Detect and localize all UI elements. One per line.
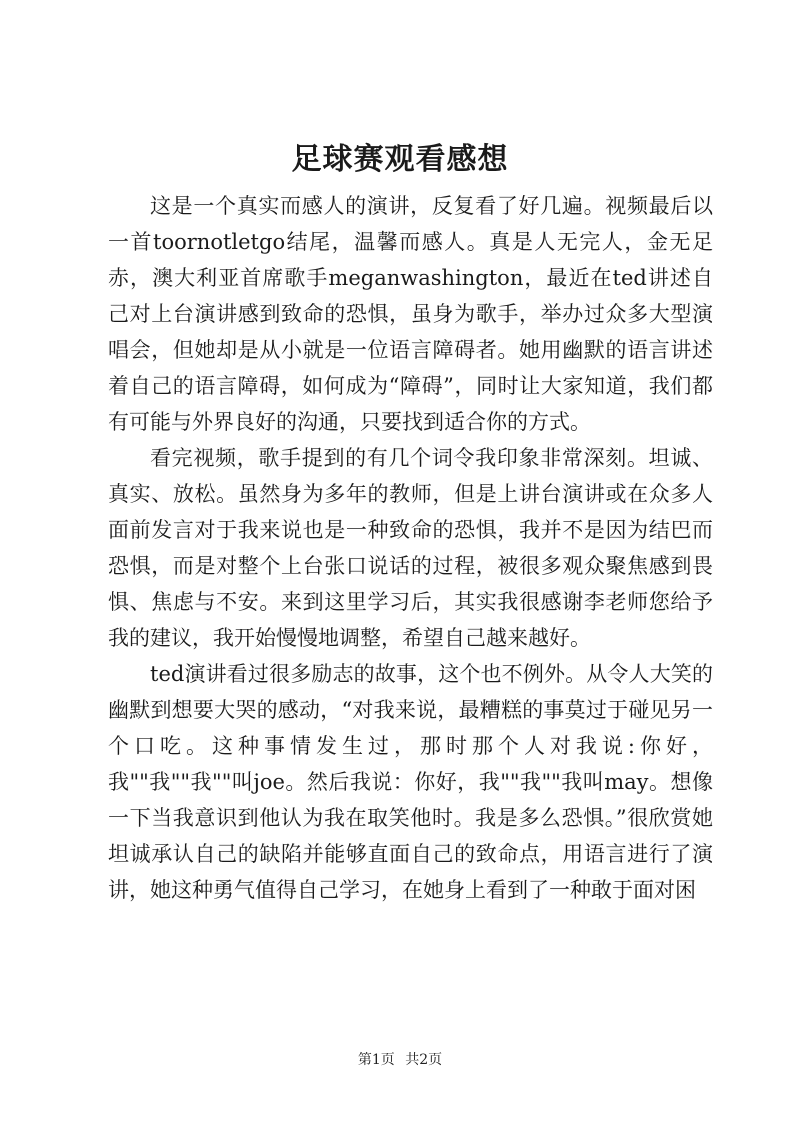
paragraph-3: ted演讲看过很多励志的故事，这个也不例外。从令人大笑的幽默到想要大哭的感动，“对我来说，最糟糕的事莫过于碰见另一个口吃。这种事情发生过，那时那个人对我说:你好，我""我""我""叫joe。然后我说：你好，我""我""我叫may。想像一下当我意识到他认为我在取笑他时。我是多么恐惧。”很欣赏她坦诚承认自己的缺陷并能够直面自己的致命点，用语言进行了演讲，她这种勇气值得自己学习，在她身上看到了一种敢于面对困 xyxy=(108,662,713,902)
page-number: 第1页 xyxy=(357,1052,395,1068)
document-title: 足球赛观看感想 xyxy=(291,142,509,177)
paragraph-1: 这是一个真实而感人的演讲，反复看了好几遍。视频最后以一首toornotletgo结尾，温馨而感人。真是人无完人，金无足赤，澳大利亚首席歌手meganwashington，最近在ted讲述自己对上台演讲感到致命的恐惧，虽身为歌手，举办过众多大型演唱会，但她却是从小就是一位语言障碍者。她用幽默的语言讲述着自己的语言障碍，如何成为“障碍”，同时让大家知道，我们都有可能与外界良好的沟通，只要找到适合你的方式。 xyxy=(108,194,713,434)
document-body xyxy=(108,188,713,908)
paragraph-2: 看完视频，歌手提到的有几个词令我印象非常深刻。坦诚、真实、放松。虽然身为多年的教师，但是上讲台演讲或在众多人面前发言对于我来说也是一种致命的恐惧，我并不是因为结巴而恐惧，而是对整个上台张口说话的过程，被很多观众聚焦感到畏惧、焦虑与不安。来到这里学习后，其实我很感谢李老师您给予我的建议，我开始慢慢地调整，希望自己越来越好。 xyxy=(108,446,713,650)
page-total: 共2页 xyxy=(405,1052,443,1068)
page-footer xyxy=(0,1050,800,1070)
